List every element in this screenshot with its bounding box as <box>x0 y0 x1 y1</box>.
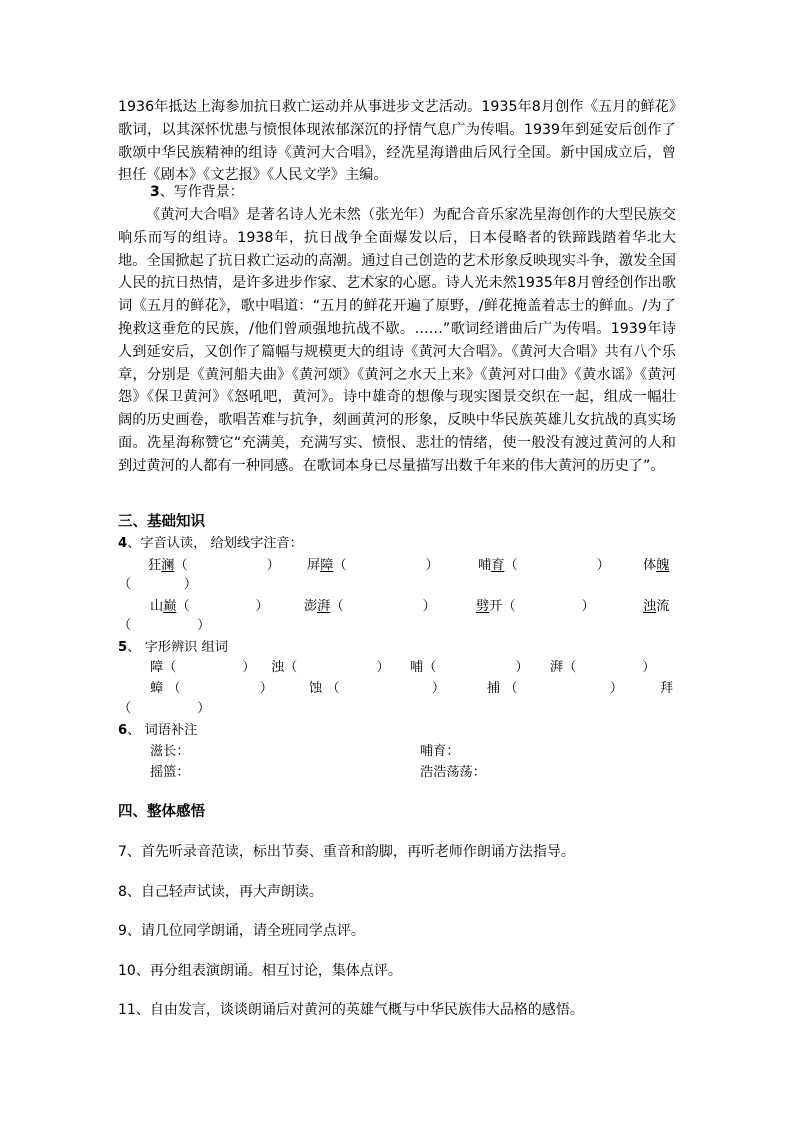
pinyin-item-word: 浊流 <box>643 599 670 614</box>
pinyin-item: 山巅（ ） <box>150 599 269 614</box>
pinyin-item: 劈开（ ） <box>476 599 595 614</box>
background-heading <box>150 182 244 202</box>
pinyin-item-blank: （ ） <box>118 618 211 633</box>
glyph-item: 障（ ） <box>150 660 256 675</box>
glyph-item: 湃（ ） <box>550 660 656 675</box>
pinyin-item: 哺育（ ） <box>478 558 610 573</box>
question-6-prompt: 6、 词语补注 <box>118 723 198 738</box>
term-item: 哺育： <box>420 744 460 759</box>
glyph-item: 哺（ ） <box>410 660 529 675</box>
glyph-item: 浊（ ） <box>271 660 390 675</box>
term-item: 滋长： <box>150 744 190 759</box>
pinyin-item: 狂澜（ ） <box>148 558 280 573</box>
section-overall-title: 四、整体感悟 <box>118 804 205 820</box>
glyph-item: 拜 <box>660 681 674 696</box>
pinyin-item-blank: （ ） <box>118 577 198 592</box>
pinyin-item: 屏障（ ） <box>307 558 439 573</box>
glyph-item: 蟑 （ ） <box>150 681 273 696</box>
question-4-prompt: 4、字音认读， 给划线字注音： <box>118 536 303 551</box>
pinyin-item-word: 体魄 <box>643 558 670 573</box>
activity-item: 8、自己轻声试读，再大声朗读。 <box>118 884 323 900</box>
activity-item: 10、再分组表演朗诵。相互讨论，集体点评。 <box>118 963 402 979</box>
glyph-item: 捕 （ ） <box>487 681 624 696</box>
pinyin-item: 澎湃（ ） <box>304 599 436 614</box>
activity-item: 7、首先听录音范读，标出节奏、重音和韵脚，再听老师作朗诵方法指导。 <box>118 844 575 860</box>
glyph-item-blank: （ ） <box>118 701 211 716</box>
question-5-prompt: 5、 字形辨识 组词 <box>118 640 228 655</box>
background-title: 、写作背景： <box>159 184 244 200</box>
background-number: 3 <box>150 184 160 200</box>
term-item: 浩浩荡荡： <box>420 765 486 780</box>
background-paragraph: 《黄河大合唱》是著名诗人光未然（张光年）为配合音乐家冼星海创作的大型民族交响乐而写的组诗。1938年，抗日战争全面爆发以后，日本侵略者的铁蹄践踏着华北大地。全国掀起了抗日救亡运动的高潮。通过自己创造的艺术形象反映现实斗争，激发全国人民的抗日热情，是许多进步作家、艺术家的心愿。诗人光未然1935年8月曾经创作出歌词《五月的鲜花》，歌中唱道：“五月的鲜花开遍了原野，/鲜花掩盖着志士的鲜血。/为了挽救这垂危的民族，/他们曾顽强地抗战不歇。……”歌词经谱曲后广为传唱。1939年诗人到延安后，又创作了篇幅与规模更大的组诗《黄河大合唱》。《黄河大合唱》共有八个乐章，分别是《黄河船夫曲》《黄河颂》《黄河之水天上来》《黄河对口曲》《黄水谣》《黄河怨》《保卫黄河》《怒吼吧，黄河》。诗中雄奇的想像与现实图景交织在一起，组成一幅壮阔的历史画卷，歌唱苦难与抗争，刻画黄河的形象，反映中华民族英雄儿女抗战的真实场面。冼星海称赞它“充满美，充满写实、愤恨、悲壮的情绪，使一般没有渡过黄河的人和到过黄河的人都有一种同感。在歌词本身已尽量描写出数千年来的伟大黄河的历史了”。 <box>118 207 676 474</box>
section-basic-knowledge-title: 三、基础知识 <box>118 514 205 530</box>
activity-item: 11、自由发言，谈谈朗诵后对黄河的英雄气概与中华民族伟大品格的感悟。 <box>118 1002 584 1018</box>
glyph-item: 蚀 （ ） <box>309 681 446 696</box>
term-item: 摇篮： <box>150 765 190 780</box>
activity-item: 9、请几位同学朗诵，请全班同学点评。 <box>118 923 365 939</box>
author-paragraph: 1936年抵达上海参加抗日救亡运动并从事进步文艺活动。1935年8月创作《五月的鲜花》歌词，以其深怀忧患与愤恨体现浓郁深沉的抒情气息广为传唱。1939年到延安后创作了歌颂中华民族精神的组诗《黄河大合唱》，经冼星海谱曲后风行全国。新中国成立后，曾担任《剧本》《文艺报》《人民文学》主编。 <box>118 99 676 184</box>
